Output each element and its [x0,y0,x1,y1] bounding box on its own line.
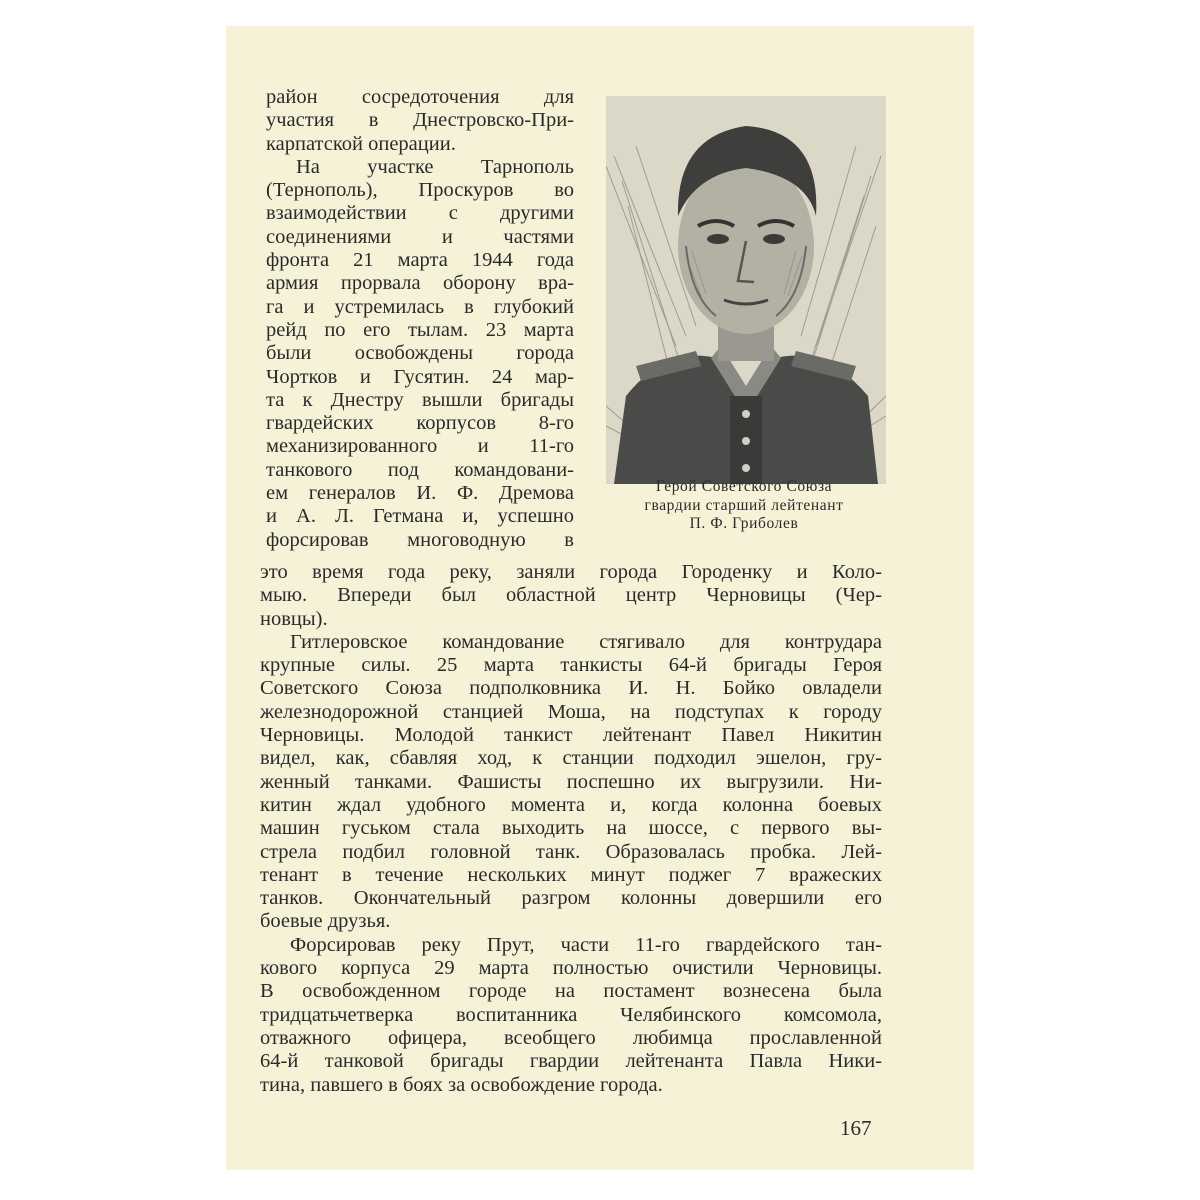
text-line: новцы). [260,607,328,630]
text-line: 64-й танковой бригады гвардии лейтенанта Павла Ники- [260,1050,882,1073]
bottom-text-column [260,561,882,1097]
text-line: Чортков и Гусятин. 24 мар- [266,365,574,388]
text-line: В освобожденном городе на постамент вознесена была [260,980,882,1003]
text-line: взаимодействии с другими [266,202,574,225]
text-line: были освобождены города [266,342,574,365]
text-line: боевые друзья. [260,910,391,933]
text-line: фронта 21 марта 1944 года [266,249,574,272]
text-line: танков. Окончательный разгром колонны довершили его [260,887,882,910]
text-line: соединениями и частями [266,225,574,248]
text-line: Советского Союза подполковника И. Н. Бойко овладели [260,677,882,700]
book-page [226,26,974,1170]
text-line: железнодорожной станцией Мошa, на подступах к городу [260,700,882,723]
top-text-column [266,86,574,552]
text-line: форсировав многоводную в [266,528,574,551]
portrait-caption [594,478,894,534]
text-line: Форсировав реку Прут, части 11-го гвардейского тан- [290,933,882,956]
text-line: участия в Днестровско-При- [266,109,574,132]
portrait-drawing [606,96,886,484]
text-line: танкового под командовани- [266,458,574,481]
caption-line: Герой Советского Союза [655,478,833,495]
text-line: Черновицы. Молодой танкист лейтенант Павел Никитин [260,724,882,747]
caption-line: гвардии старший лейтенант [644,496,844,514]
text-line: район сосредоточения для [266,86,574,108]
text-line: тридцатьчетверка воспитанника Челябинского комсомола, [260,1003,882,1026]
text-line: отважного офицера, всеобщего любимца прославленной [260,1026,882,1049]
text-line: рейд по его тылам. 23 марта [266,318,574,341]
text-line: это время года реку, заняли города Городенку и Коло- [260,561,882,583]
text-line: ем генералов И. Ф. Дремова [266,482,574,505]
text-line: та к Днестру вышли бригады [266,388,574,411]
caption-line: П. Ф. Гриболев [689,515,799,532]
text-line: гвардейских корпусов 8-го [266,412,574,435]
text-line: женный танками. Фашисты поспешно их выгрузили. Ни- [260,770,882,793]
text-line: китин ждал удобного момента и, когда колонна боевых [260,793,882,816]
text-line: видел, как, сбавляя ход, к станции подходил эшелон, гру- [260,747,882,770]
text-line: мыю. Впереди был областной центр Черновицы (Чер- [260,584,882,607]
text-line: машин гуськом стала выходить на шоссе, с первого вы- [260,817,882,840]
text-line: механизированного и 11-го [266,435,574,458]
text-line: армия прорвала оборону вра- [266,272,574,295]
text-line: Гитлеровское командование стягивало для контрудара [290,630,882,653]
text-line: стрела подбил головной танк. Образовалась пробка. Лей- [260,840,882,863]
text-line: крупные силы. 25 марта танкисты 64-й бригады Героя [260,654,882,677]
text-line: На участке Тарнополь [296,155,574,178]
text-line: и А. Л. Гетмана и, успешно [266,505,574,528]
portrait-illustration [606,96,886,484]
text-line: (Тернополь), Проскуров во [266,179,574,202]
text-line: карпатской операции. [266,132,456,155]
text-line: тина, павшего в боях за освобождение города. [260,1073,663,1096]
text-line: тенант в течение нескольких минут поджег 7 вражеских [260,863,882,886]
text-line: кового корпуса 29 марта полностью очистили Черновицы. [260,957,882,980]
page-number: 167 [840,1116,872,1140]
text-line: га и устремилась в глубокий [266,295,574,318]
